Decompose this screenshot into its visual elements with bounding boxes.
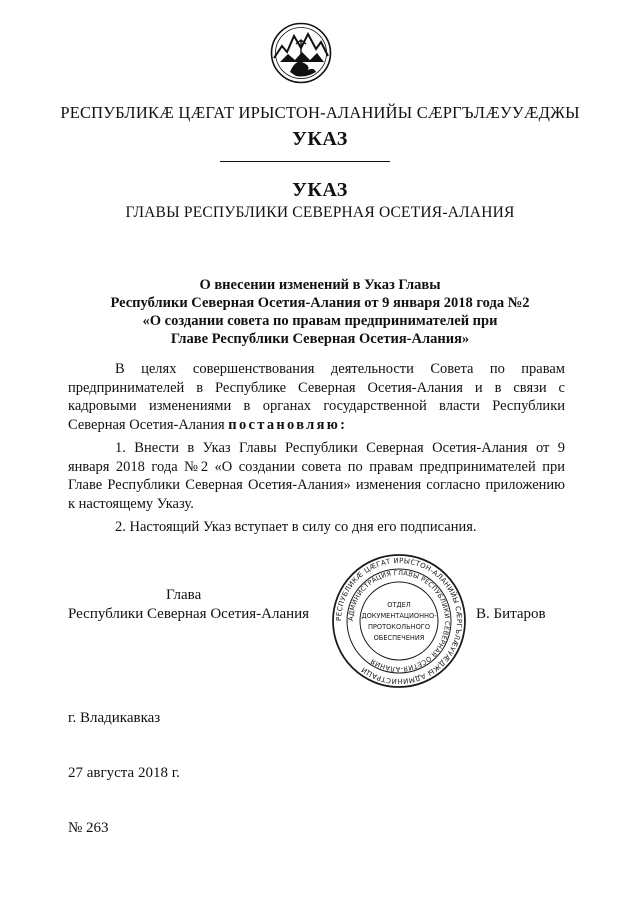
stamp-inner-text: АДМИНИСТРАЦИЯ ГЛАВЫ РЕСПУБЛИКИ СЕВЕРНАЯ ОСЕТИЯ-АЛАНИЯ [346, 568, 452, 674]
stamp-center-line: ДОКУМЕНТАЦИОННО- [361, 612, 437, 620]
stamp-center-line: ПРОТОКОЛЬНОГО [367, 623, 431, 631]
official-seal-stamp [330, 552, 468, 690]
signatory-post-line1: Глава [166, 587, 202, 603]
preamble-text: В целях совершенствования деятельности Совета по правам предпринимателей в Республике Северная Осетия-Алания и в связи с кадровыми изменениями в органах государственной власти Республики Северная Осетия-Алания [68, 361, 565, 433]
issue-date: 27 августа 2018 г. [68, 765, 180, 781]
decree-item-2: 2. Настоящий Указ вступает в силу со дня его подписания. [115, 519, 477, 535]
signatory-post-line2: Республики Северная Осетия-Алания [68, 606, 310, 622]
stamp-center-line: ОТДЕЛ [387, 601, 411, 609]
decree-title-line: Республики Северная Осетия-Алания от 9 января 2018 года №2 [110, 295, 530, 311]
decree-item-1: 1. Внести в Указ Главы Республики Северная Осетия-Алания от 9 января 2018 года №2 «О создании совета по правам предпринимателей при Главе Республики Северная Осетия-Алания» изменения согласно приложению к настоящему Указу. [68, 440, 565, 512]
decree-word: постановляю: [228, 416, 348, 433]
issue-city: г. Владикавказ [68, 710, 161, 726]
coat-of-arms-emblem [270, 22, 332, 84]
signatory-name: В. Битаров [476, 606, 546, 622]
header-subtitle: ГЛАВЫ РЕСПУБЛИКИ СЕВЕРНАЯ ОСЕТИЯ-АЛАНИЯ [125, 204, 515, 221]
header-divider [220, 161, 390, 162]
stamp-outer-text: РЕСПУБЛИКӔ ЦӔГАТ ИРЫСТОН-АЛАНИЙЫ СӔРГЪЛӔУУӔДЖЫ АДМИНИСТРАЦИ [334, 556, 464, 686]
decree-body [68, 360, 565, 537]
header-ossetian-title: РЕСПУБЛИКӔ ЦӔГАТ ИРЫСТОН-АЛАНИЙЫ СӔРГЪЛӔУУӔДЖЫ [60, 103, 580, 122]
decree-title-line: О внесении изменений в Указ Главы [199, 277, 441, 293]
header-ukaz-ossetian: УКАЗ [292, 128, 348, 150]
decree-title [60, 276, 580, 348]
decree-title-line: Главе Республики Северная Осетия-Алания» [170, 331, 470, 347]
decree-title-line: «О создании совета по правам предпринимателей при [142, 313, 498, 329]
decree-number: № 263 [68, 820, 109, 836]
stamp-center-line: ОБЕСПЕЧЕНИЯ [373, 634, 425, 642]
preamble-paragraph [68, 360, 565, 434]
header-ukaz-russian: УКАЗ [292, 179, 348, 201]
